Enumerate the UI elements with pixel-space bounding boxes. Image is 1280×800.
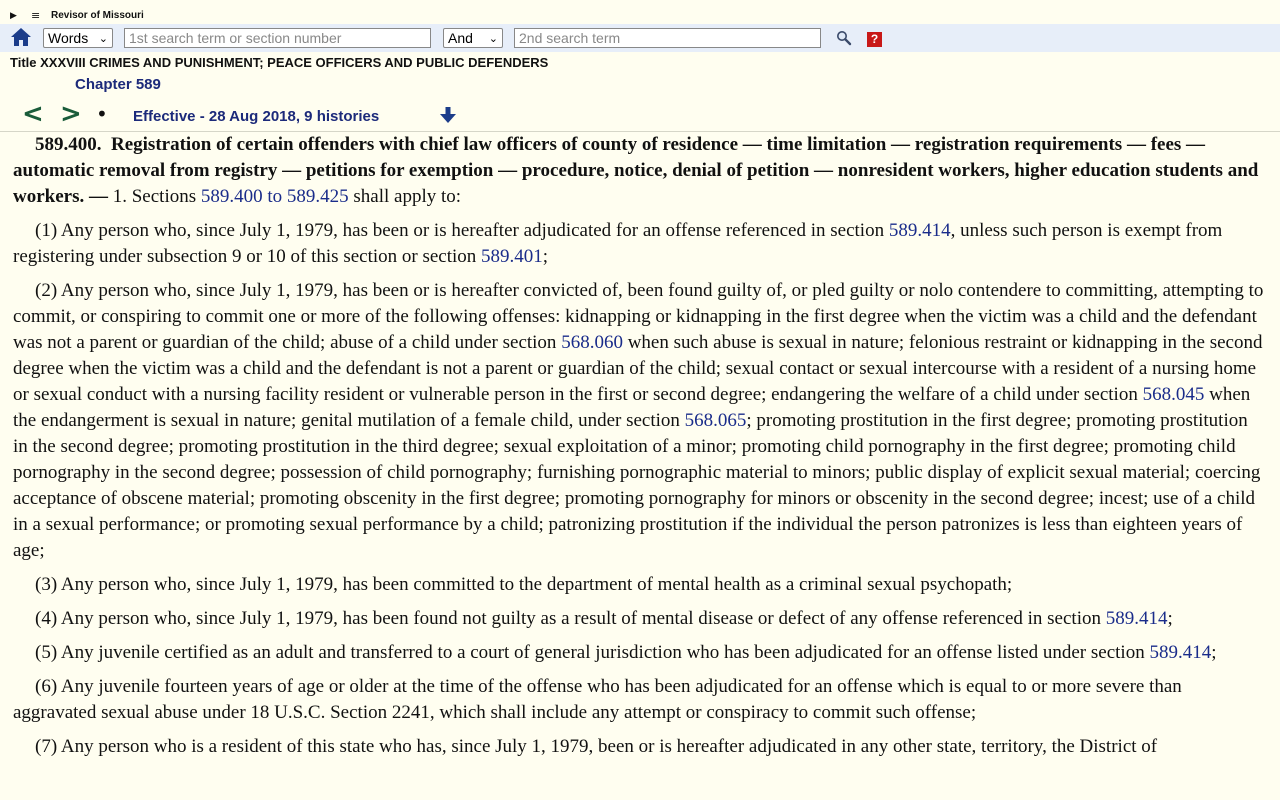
section-link[interactable]: 589.401 bbox=[481, 246, 543, 267]
current-dot-icon: • bbox=[96, 102, 108, 126]
section-link[interactable]: 568.060 bbox=[561, 332, 623, 353]
operator-value: And bbox=[448, 30, 473, 46]
section-link[interactable]: 589.414 bbox=[1149, 642, 1212, 663]
previous-section-button[interactable]: < bbox=[22, 99, 44, 129]
subdivision-5: (5) Any juvenile certified as an adult and transferred to a court of general jurisdiction who has been adjudicated for an offense listed under section 589.414; bbox=[35, 642, 1217, 663]
search-mode-value: Words bbox=[48, 30, 89, 46]
chevron-down-icon: ⌄ bbox=[488, 33, 498, 45]
site-name[interactable]: Revisor of Missouri bbox=[51, 10, 144, 21]
search-icon[interactable] bbox=[836, 30, 852, 46]
arrow-down-icon[interactable] bbox=[439, 106, 457, 124]
section-number: 589.400. bbox=[35, 134, 102, 155]
second-search-input[interactable] bbox=[514, 28, 821, 48]
operator-select[interactable] bbox=[443, 28, 503, 48]
subdivision-1: (1) Any person who, since July 1, 1979, has been or is hereafter adjudicated for an offense referenced in section 589.414, unless such person is exempt from registering under subsection 9 or 10 of this section or section 589.401; bbox=[13, 220, 1223, 267]
section-link[interactable]: 568.045 bbox=[1142, 384, 1205, 405]
section-link[interactable]: 589.414 bbox=[1105, 608, 1168, 629]
section-content bbox=[13, 132, 1266, 768]
top-bar bbox=[0, 0, 1280, 24]
chevron-down-icon: ⌄ bbox=[98, 33, 108, 45]
subdivision-3: (3) Any person who, since July 1, 1979, has been committed to the department of mental health as a criminal sexual psychopath; bbox=[35, 574, 1013, 595]
expand-triangle-icon[interactable]: ▶ bbox=[10, 11, 17, 21]
subdivision-4: (4) Any person who, since July 1, 1979, has been found not guilty as a result of mental disease or defect of any offense referenced in section 589.414; bbox=[35, 608, 1173, 629]
subdivision-7: (7) Any person who is a resident of this state who has, since July 1, 1979, been or is hereafter adjudicated in any other state, territory, the District of bbox=[35, 736, 1158, 757]
section-title: Registration of certain offenders with chief law officers of county of residence — time limitation — registration requirements — fees — automatic removal from registry — petitions for exemption — procedure, notice, denial of petition — nonresident workers, higher education students and workers. — bbox=[13, 134, 1259, 207]
section-heading: 589.400. Registration of certain offenders with chief law officers of county of residence — time limitation — registration requirements — fees — automatic removal from registry — petitions for exemption — procedure, notice, denial of petition — nonresident workers, higher education students and workers. — 1. Sections 589.400 to 589.425 shall apply to: bbox=[13, 134, 1259, 207]
first-search-input[interactable] bbox=[124, 28, 431, 48]
chapter-link[interactable]: Chapter 589 bbox=[75, 76, 161, 93]
help-icon[interactable]: ? bbox=[867, 32, 882, 47]
effective-date-link[interactable]: Effective - 28 Aug 2018, 9 histories bbox=[133, 108, 380, 125]
section-range-link[interactable]: 589.400 to 589.425 bbox=[200, 186, 349, 207]
section-link[interactable]: 589.414 bbox=[888, 220, 951, 241]
search-mode-select[interactable] bbox=[43, 28, 113, 48]
subdivision-2: (2) Any person who, since July 1, 1979, has been or is hereafter convicted of, been found guilty of, or pled guilty or nolo contendere to committing, attempting to commit, or conspiring to commit one or more of the following offenses: kidnapping or kidnapping in the first degree when the victim was a child and the defendant was not a parent or guardian of the child; abuse of a child under section 568.060 when such abuse is sexual in nature; felonious restraint or kidnapping in the second degree when the victim was a child and the defendant is not a parent or guardian of the child; sexual contact or sexual intercourse with a resident of a nursing home or sexual conduct with a nursing facility resident or vulnerable person in the first or second degree; endangering the welfare of a child under section 568.045 when the endangerment is sexual in nature; genital mutilation of a female child, under section 568.065; promoting prostitution in the first degree; promoting prostitution in the second degree; promoting prostitution in the third degree; sexual exploitation of a minor; promoting child pornography in the first degree; promoting child pornography in the second degree; possession of child pornography; furnishing pornographic material to minors; public display of explicit sexual material; coercing acceptance of obscene material; promoting obscenity in the first degree; promoting pornography for minors or obscenity in the second degree; incest; use of a child in a sexual performance; or promoting sexual performance by a child; patronizing prostitution if the individual the person patronizes is less than eighteen years of age; bbox=[13, 280, 1264, 561]
next-section-button[interactable]: > bbox=[60, 99, 82, 129]
search-bar bbox=[0, 24, 1280, 52]
section-link[interactable]: 568.065 bbox=[684, 410, 747, 431]
subdivision-6: (6) Any juvenile fourteen years of age or older at the time of the offense who has been adjudicated for an offense which is equal to or more severe than aggravated sexual abuse under 18 U.S.C. Section 2241, which shall include any attempt or conspiracy to commit such offense; bbox=[13, 676, 1182, 723]
menu-icon[interactable]: ≡ bbox=[31, 9, 41, 22]
title-line: Title XXXVIII CRIMES AND PUNISHMENT; PEACE OFFICERS AND PUBLIC DEFENDERS bbox=[10, 55, 549, 70]
home-icon[interactable] bbox=[10, 26, 32, 48]
